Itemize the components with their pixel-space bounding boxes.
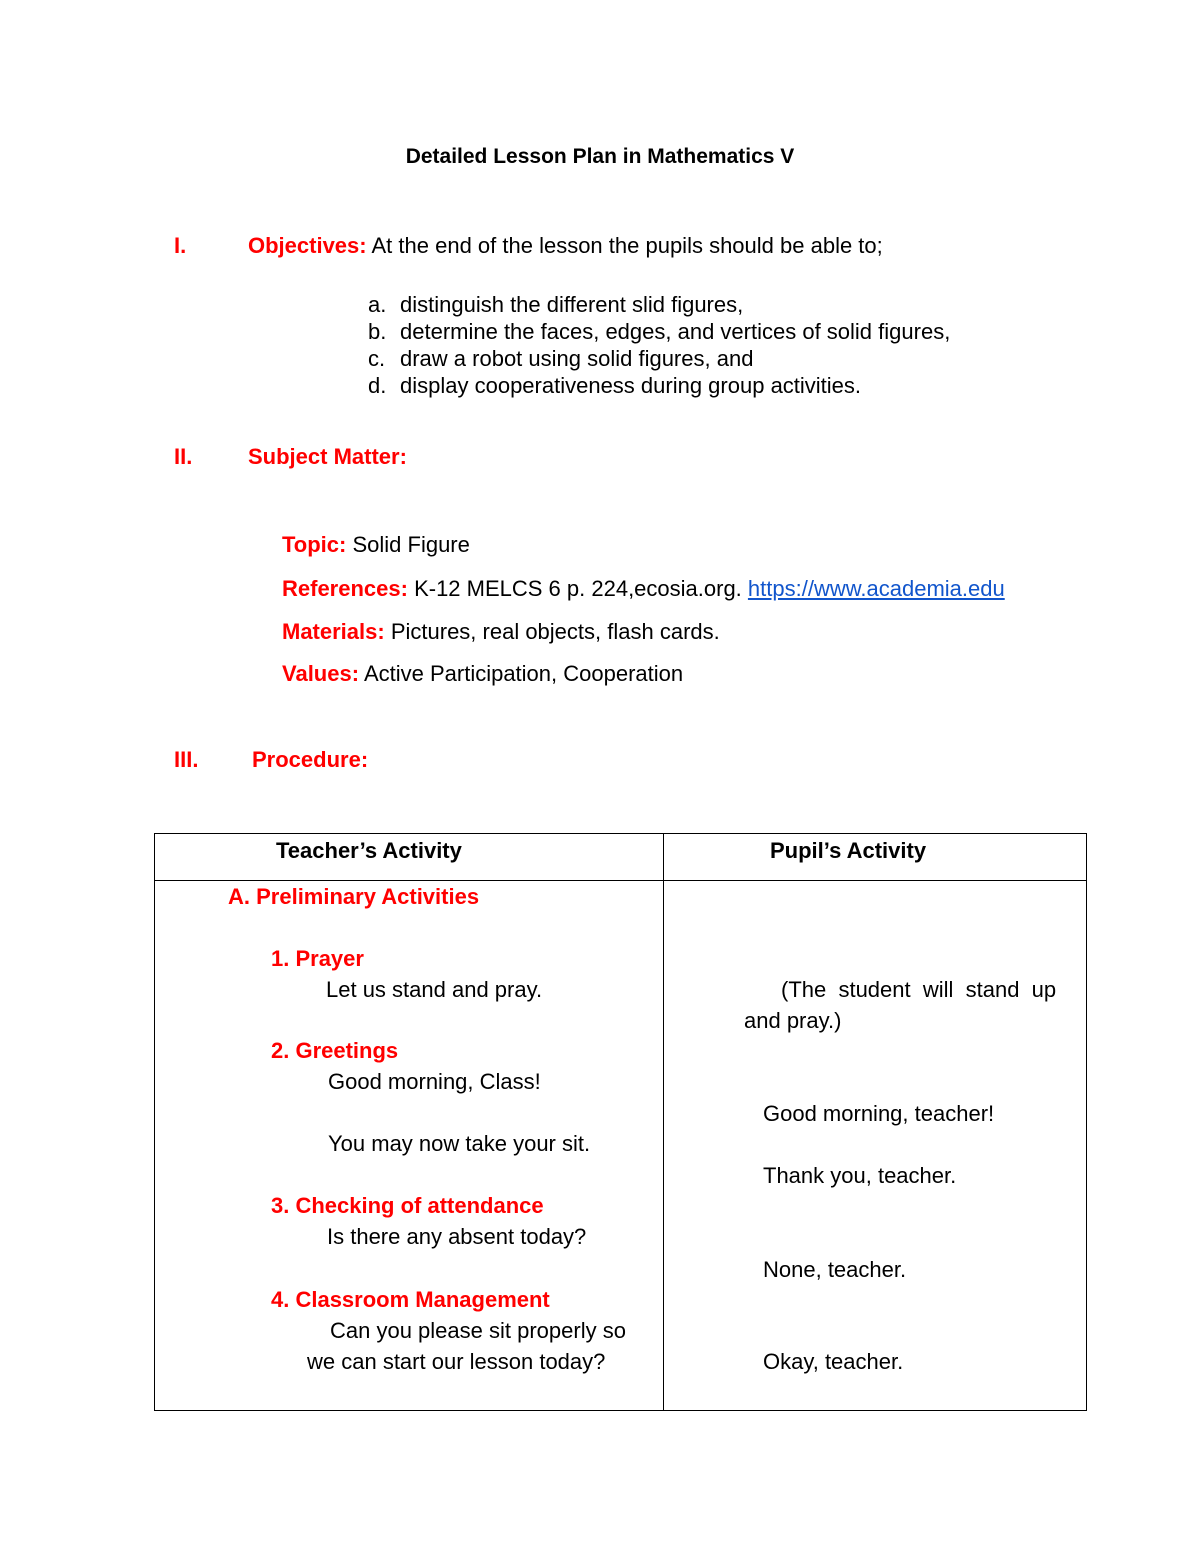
prayer-heading: 1. Prayer (271, 946, 364, 971)
management-teacher-text-1: Can you please sit properly so (330, 1318, 626, 1343)
objectives-heading: Objectives: (248, 233, 367, 258)
greetings-heading: 2. Greetings (271, 1038, 399, 1063)
references-value: K-12 MELCS 6 p. 224,ecosia.org. (407, 576, 748, 601)
objective-text: draw a robot using solid figures, and (400, 346, 754, 371)
objectives-intro: At the end of the lesson the pupils should be able to; (366, 233, 883, 258)
references-link[interactable]: https://www.academia.edu (747, 576, 1005, 601)
objective-item (368, 319, 950, 345)
objective-item (368, 292, 743, 318)
objective-text: distinguish the different slid figures, (400, 292, 744, 317)
preliminary-activities-heading: A. Preliminary Activities (228, 884, 480, 909)
pupil-activity-header: Pupil’s Activity (770, 838, 927, 863)
objective-letter: b. (368, 319, 387, 344)
materials-label: Materials: (282, 619, 385, 644)
attendance-pupil-text: None, teacher. (763, 1257, 907, 1282)
prayer-pupil-text-2: and pray.) (744, 1008, 842, 1033)
management-pupil-text: Okay, teacher. (763, 1349, 904, 1374)
attendance-heading: 3. Checking of attendance (271, 1193, 544, 1218)
objective-letter: a. (368, 292, 387, 317)
values-line (282, 661, 683, 687)
classroom-management-heading: 4. Classroom Management (271, 1287, 550, 1312)
values-value: Active Participation, Cooperation (359, 661, 684, 686)
sit-pupil-text: Thank you, teacher. (763, 1163, 957, 1188)
procedure-numeral: III. (174, 747, 199, 772)
topic-line (282, 532, 470, 558)
objective-text: display cooperativeness during group activities. (400, 373, 862, 398)
topic-value: Solid Figure (346, 532, 470, 557)
subject-matter-numeral: II. (174, 444, 193, 469)
prayer-teacher-text: Let us stand and pray. (326, 977, 543, 1002)
objective-text: determine the faces, edges, and vertices of solid figures, (400, 319, 951, 344)
objective-item (368, 373, 861, 399)
topic-label: Topic: (282, 532, 347, 557)
teacher-activity-header: Teacher’s Activity (276, 838, 462, 863)
objective-item (368, 346, 753, 372)
references-label: References: (282, 576, 408, 601)
objective-letter: d. (368, 373, 387, 398)
objectives-line (248, 233, 883, 259)
management-teacher-text-2: we can start our lesson today? (307, 1349, 606, 1374)
sit-teacher-text: You may now take your sit. (328, 1131, 591, 1156)
attendance-teacher-text: Is there any absent today? (327, 1224, 587, 1249)
values-label: Values: (282, 661, 360, 686)
objective-letter: c. (368, 346, 386, 371)
materials-value: Pictures, real objects, flash cards. (384, 619, 720, 644)
objectives-numeral: I. (174, 233, 187, 258)
document-title: Detailed Lesson Plan in Mathematics V (405, 145, 795, 168)
prayer-pupil-text-1: (The student will stand up (781, 977, 1057, 1002)
procedure-heading: Procedure: (252, 747, 369, 772)
references-line (282, 576, 1005, 602)
greetings-teacher-text: Good morning, Class! (328, 1069, 541, 1094)
materials-line (282, 619, 720, 645)
subject-matter-heading: Subject Matter: (248, 444, 407, 469)
pupil-activity-cell (664, 881, 1087, 1411)
greetings-pupil-text: Good morning, teacher! (763, 1101, 995, 1126)
